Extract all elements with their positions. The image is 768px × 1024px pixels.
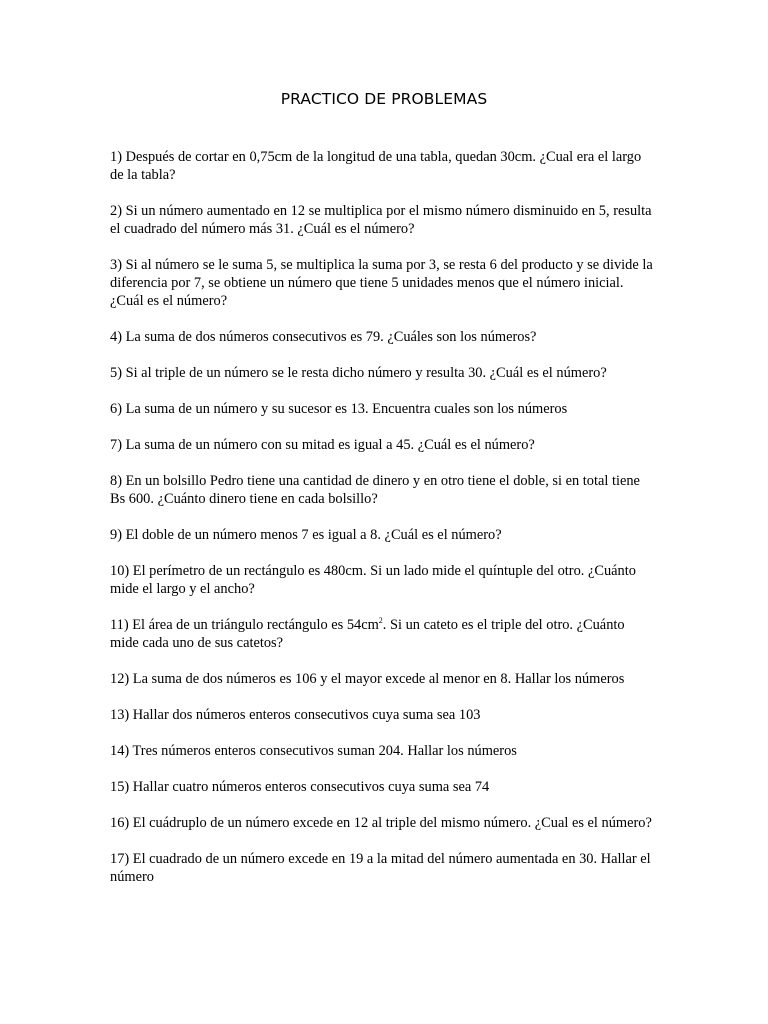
problem-item: 7) La suma de un número con su mitad es igual a 45. ¿Cuál es el número?	[110, 437, 535, 453]
problem-item: 12) La suma de dos números es 106 y el mayor excede al menor en 8. Hallar los números	[110, 671, 625, 687]
problem-item: 17) El cuadrado de un número excede en 19 a la mitad del número aumentada en 30. Hallar el número	[110, 851, 651, 885]
problem-item: 5) Si al triple de un número se le resta dicho número y resulta 30. ¿Cuál es el número?	[110, 365, 607, 381]
problem-item: 3) Si al número se le suma 5, se multiplica la suma por 3, se resta 6 del producto y se divide la diferencia por 7, se obtiene un número que tiene 5 unidades menos que el número inicial. ¿Cuál es el número?	[110, 257, 653, 309]
problem-item: 6) La suma de un número y su sucesor es 13. Encuentra cuales son los números	[110, 401, 568, 417]
problem-11-text-end: . Si un cateto es el triple del otro. ¿Cuánto mide cada uno de sus catetos?	[110, 617, 625, 651]
problem-item: 16) El cuádruplo de un número excede en 12 al triple del mismo número. ¿Cual es el número?	[110, 815, 652, 831]
problem-item: 2) Si un número aumentado en 12 se multiplica por el mismo número disminuido en 5, resulta el cuadrado del número más 31. ¿Cuál es el número?	[110, 203, 652, 237]
problem-list	[110, 148, 655, 904]
problem-item: 14) Tres números enteros consecutivos suman 204. Hallar los números	[110, 743, 517, 759]
problem-item: 4) La suma de dos números consecutivos es 79. ¿Cuáles son los números?	[110, 329, 537, 345]
document-title: PRACTICO DE PROBLEMAS	[280, 90, 488, 108]
problem-item: 13) Hallar dos números enteros consecutivos cuya suma sea 103	[110, 707, 481, 723]
problem-11-text-start: 11) El área de un triángulo rectángulo es 54cm	[110, 617, 379, 633]
problem-item: 9) El doble de un número menos 7 es igual a 8. ¿Cuál es el número?	[110, 527, 502, 543]
problem-item: 15) Hallar cuatro números enteros consecutivos cuya suma sea 74	[110, 779, 490, 795]
problem-item-11	[110, 616, 655, 652]
problem-item: 8) En un bolsillo Pedro tiene una cantidad de dinero y en otro tiene el doble, si en total tiene Bs 600. ¿Cuánto dinero tiene en cada bolsillo?	[110, 473, 640, 507]
problem-item: 1) Después de cortar en 0,75cm de la longitud de una tabla, quedan 30cm. ¿Cual era el largo de la tabla?	[110, 149, 642, 183]
superscript-two: 2	[378, 616, 383, 626]
problem-item: 10) El perímetro de un rectángulo es 480cm. Si un lado mide el quíntuple del otro. ¿Cuánto mide el largo y el ancho?	[110, 563, 636, 597]
